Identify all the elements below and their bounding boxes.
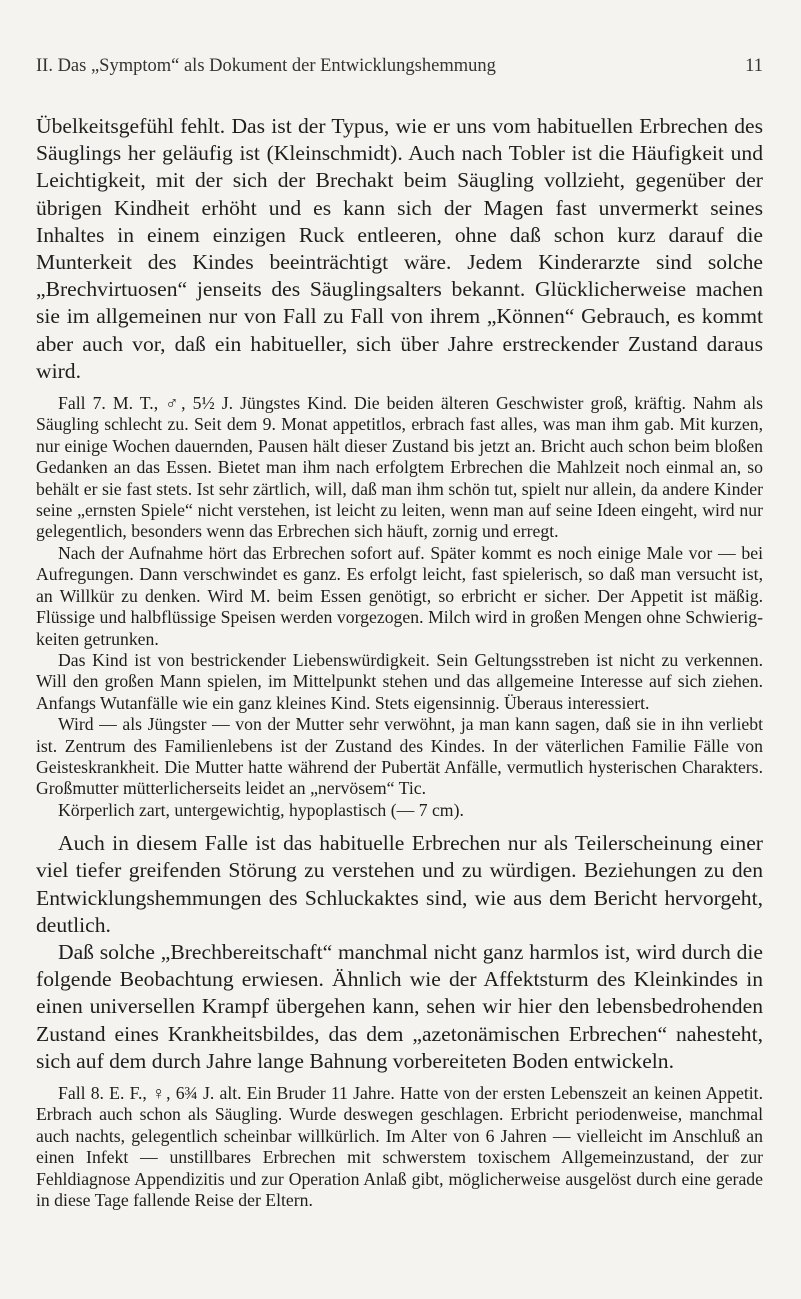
case-report-paragraph: Fall 7. M. T., ♂, 5½ J. Jüngstes Kind. Die beiden älteren Geschwister groß, kräftig. Nahm als Säugling schlecht zu. Seit dem 9. Monat appetitlos, erbrach fast alles, was man ihm gab. Mit kurzen, nur einige Wochen dauernden, Pausen hält dieser Zustand bis jetzt an. Bricht auch schon beim bloßen Gedanken an das Essen. Bietet man ihm nach erfolgtem Erbrechen die Mahlzeit noch einmal an, so behält er sie fast stets. Ist sehr zärtlich, will, daß man ihm schön tut, spielt nur allein, da andere Kinder seine „ernsten Spiele“ nicht verstehen, ist leicht zu leiten, wenn man auf seine Ideen eingeht, wird nur gelegentlich, besonders wenn das Erbrechen sich häuft, zornig und erregt. — [36, 393, 763, 542]
page-body — [36, 113, 763, 1211]
body-paragraph: Übelkeitsgefühl fehlt. Das ist der Typus, wie er uns vom habituellen Erbrechen des Säuglings her geläufig ist (Kleinschmidt). Auch nach Tobler ist die Häufigkeit und Leichtigkeit, mit der sich der Brechakt beim Säugling vollzieht, gegenüber der übrigen Kindheit erhöht und es kann sich der Magen fast unvermerkt seines Inhaltes in einem einzigen Ruck entleeren, ohne daß schon kurz darauf die Munterkeit des Kindes beeinträchtigt wäre. Jedem Kinderarzte sind solche „Brechvirtuosen“ jenseits des Säuglingsalters bekannt. Glücklicherweise machen sie im allgemeinen nur von Fall zu Fall von ihrem „Können“ Gebrauch, es kommt aber auch vor, daß ein habitueller, sich über Jahre erstreckender Zustand daraus wird. — [36, 114, 763, 383]
running-header — [36, 56, 765, 77]
body-paragraph: Daß solche „Brechbereitschaft“ manchmal nicht ganz harmlos ist, wird durch die folgende Beobachtung erwiesen. Ähnlich wie der Affektsturm des Kleinkindes in einen universellen Krampf übergehen kann, sehen wir hier den lebensbedrohenden Zustand eines Krankheitsbildes, das dem „azetonämischen Erbrechen“ nahesteht, sich auf dem durch Jahre lange Bahnung vorbereiteten Boden entwickeln. — [36, 939, 763, 1073]
page-number: 11 — [745, 56, 763, 76]
case-report-paragraph: Wird — als Jüngster — von der Mutter sehr verwöhnt, ja man kann sagen, daß sie in ihn verliebt ist. Zentrum des Familienlebens ist der Zustand des Kindes. In der väterlichen Familie Fälle von Geisteskrankheit. Die Mutter hatte während der Pubertät Anfälle, vermutlich hysterischen Charakters. Großmutter mütterlicherseits leidet an „nervösem“ Tic. — [36, 714, 763, 799]
running-title: II. Das „Symptom“ als Dokument der Entwicklungshemmung — [36, 56, 496, 76]
body-paragraph: Auch in diesem Falle ist das habituelle Erbrechen nur als Teilerscheinung einer viel tiefer greifenden Störung zu verstehen und zu würdigen. Beziehungen zu den Entwicklungshemmungen des Schluckaktes sind, wie aus dem Bericht hervorgeht, deutlich. — [36, 831, 763, 937]
case-report-paragraph: Nach der Aufnahme hört das Erbrechen sofort auf. Später kommt es noch einige Male vor — bei Aufregungen. Dann verschwindet es ganz. Es erfolgt leicht, fast spielerisch, so daß man versucht ist, an Willkür zu denken. Wird M. beim Essen genötigt, so erbricht er sicher. Der Appetit ist mäßig. Flüssige und halbflüssige Speisen werden vorgezogen. Milch wird in großen Mengen ohne Schwierigkeiten getrunken. — [36, 542, 763, 649]
case-report-paragraph: Körperlich zart, untergewichtig, hypoplastisch (— 7 cm). — [58, 799, 464, 820]
case-report-paragraph: Fall 8. E. F., ♀, 6¾ J. alt. Ein Bruder 11 Jahre. Hatte von der ersten Lebenszeit an keinen Appetit. Erbrach auch schon als Säugling. Wurde deswegen geschlagen. Erbricht periodenweise, manchmal auch nachts, gelegentlich scheinbar willkürlich. Im Alter von 6 Jahren — vielleicht im Anschluß an einen Infekt — unstillbares Erbrechen mit schwerstem toxischem Allgemeinzustand, der zur Fehldiagnose Appendizitis und zur Operation Anlaß gibt, möglicherweise ausgelöst durch eine gerade in diese Tage fallende Reise der Eltern. — [36, 1082, 763, 1211]
case-report-paragraph: Das Kind ist von bestrickender Liebenswürdigkeit. Sein Geltungsstreben ist nicht zu verkennen. Will den großen Mann spielen, im Mittelpunkt stehen und das allgemeine Interesse auf sich ziehen. Anfangs Wutanfälle wie ein ganz kleines Kind. Stets eigensinnig. Überaus interessiert. — [36, 649, 763, 713]
